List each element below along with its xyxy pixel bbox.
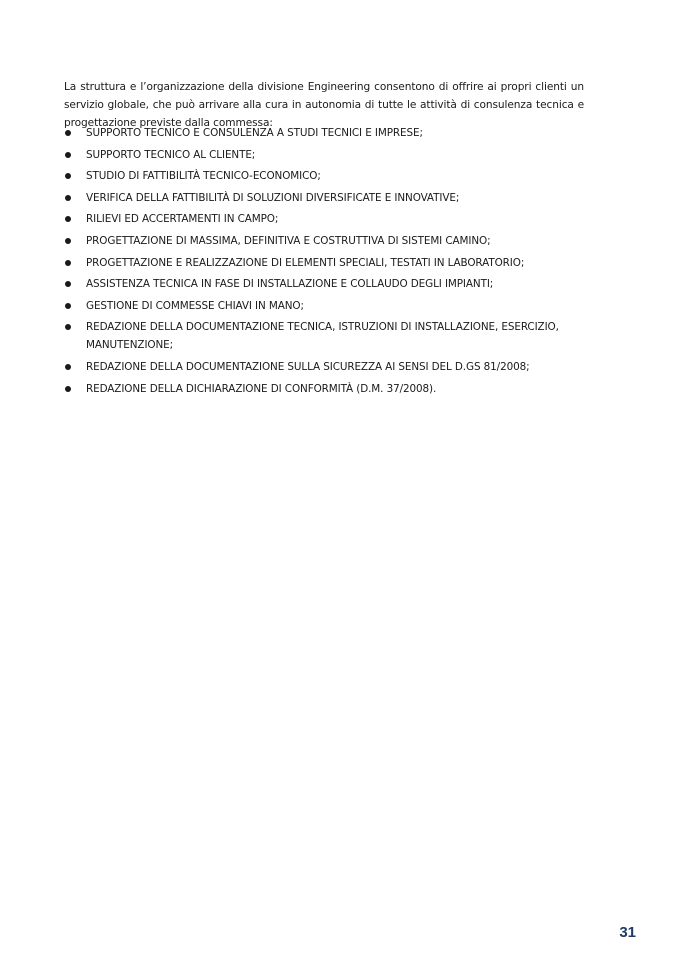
bullet-icon <box>65 130 71 136</box>
bullet-icon <box>65 303 71 309</box>
bullet-icon <box>65 324 71 330</box>
list-item <box>64 318 584 354</box>
list-item-text: REDAZIONE DELLA DICHIARAZIONE DI CONFORMITÀ (D.M. 37/2008). <box>86 382 437 395</box>
list-item-text: REDAZIONE DELLA DOCUMENTAZIONE SULLA SICUREZZA AI SENSI DEL D.GS 81/2008; <box>86 360 530 373</box>
bullet-icon <box>65 386 71 392</box>
bullet-icon <box>65 195 71 201</box>
list-item <box>64 297 584 315</box>
list-item <box>64 167 584 185</box>
bullet-icon <box>65 152 71 158</box>
list-item-text: STUDIO DI FATTIBILITÀ TECNICO-ECONOMICO; <box>86 170 321 183</box>
bullet-icon <box>65 364 71 370</box>
list-item <box>64 189 584 207</box>
bullet-icon <box>65 260 71 266</box>
list-item <box>64 380 584 398</box>
page-number: 31 <box>619 924 636 941</box>
list-item <box>64 124 584 142</box>
list-item-text: SUPPORTO TECNICO E CONSULENZA A STUDI TECNICI E IMPRESE; <box>86 127 423 139</box>
list-item-text: REDAZIONE DELLA DOCUMENTAZIONE TECNICA, ISTRUZIONI DI INSTALLAZIONE, ESERCIZIO, MANUTENZIONE; <box>86 321 559 352</box>
bullet-icon <box>65 281 71 287</box>
list-item-text: VERIFICA DELLA FATTIBILITÀ DI SOLUZIONI DIVERSIFICATE E INNOVATIVE; <box>86 191 460 204</box>
list-item <box>64 146 584 164</box>
list-item-text: RILIEVI ED ACCERTAMENTI IN CAMPO; <box>86 213 279 226</box>
list-item-text: GESTIONE DI COMMESSE CHIAVI IN MANO; <box>86 299 304 312</box>
list-item <box>64 254 584 272</box>
services-list <box>64 124 584 401</box>
list-item-text: PROGETTAZIONE DI MASSIMA, DEFINITIVA E COSTRUTTIVA DI SISTEMI CAMINO; <box>86 234 491 247</box>
list-item-text: PROGETTAZIONE E REALIZZAZIONE DI ELEMENTI SPECIALI, TESTATI IN LABORATORIO; <box>86 256 525 269</box>
bullet-icon <box>65 173 71 179</box>
list-item <box>64 232 584 250</box>
list-item-text: SUPPORTO TECNICO AL CLIENTE; <box>86 148 256 161</box>
bullet-icon <box>65 216 71 222</box>
list-item-text: ASSISTENZA TECNICA IN FASE DI INSTALLAZIONE E COLLAUDO DEGLI IMPIANTI; <box>86 278 494 291</box>
bullet-icon <box>65 238 71 244</box>
list-item <box>64 275 584 293</box>
list-item <box>64 210 584 228</box>
list-item <box>64 358 584 376</box>
intro-paragraph: La struttura e l’organizzazione della divisione Engineering consentono di offrire ai propri clienti un servizio globale, che può arrivare alla cura in autonomia di tutte le attività di consulenza tecnica e progettazione previste dalla commessa: <box>64 80 584 129</box>
